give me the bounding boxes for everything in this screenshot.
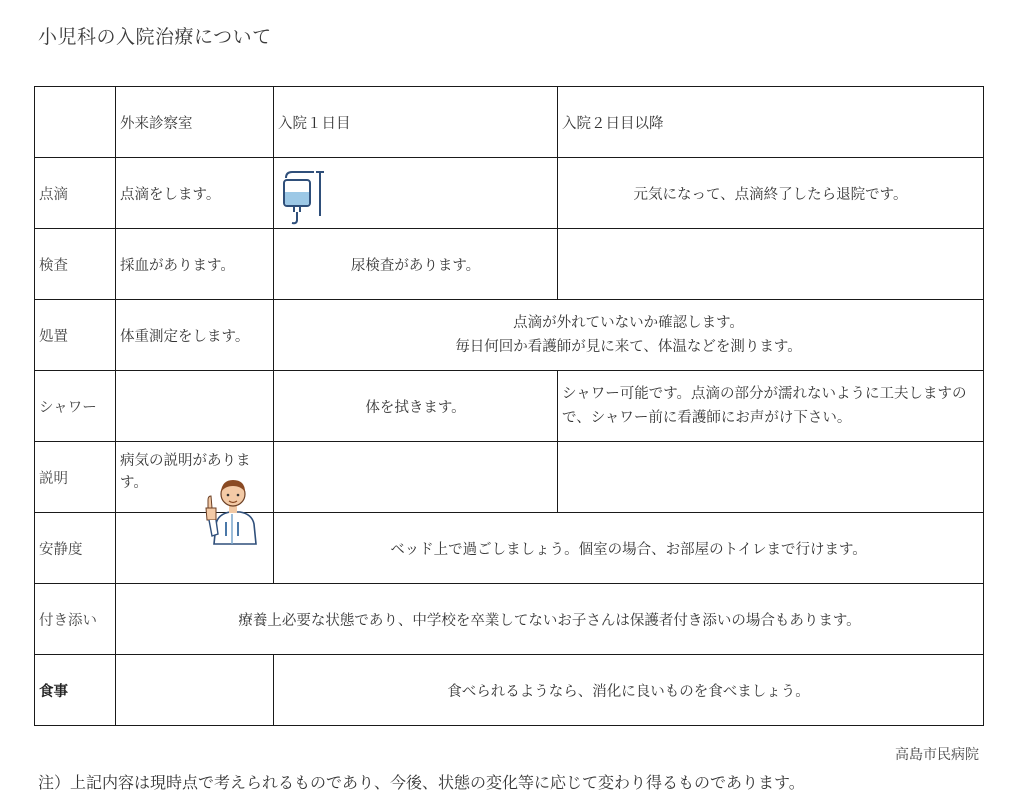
iv-drip-bag-icon — [280, 168, 330, 226]
table-row-shower — [35, 371, 984, 442]
header-day1: 入院１日目 — [274, 87, 558, 158]
header-outpatient: 外来診察室 — [116, 87, 274, 158]
row-label-meal: 食事 — [35, 655, 116, 726]
rest-inpatient: ベッド上で過ごしましょう。個室の場合、お部屋のトイレまで行けます。 — [274, 513, 984, 584]
hospital-name: 高島市民病院 — [895, 747, 979, 763]
table-row-rest — [35, 513, 984, 584]
care-outpatient: 体重測定をします。 — [116, 300, 274, 371]
table-row-explain — [35, 442, 984, 513]
drip-day2: 元気になって、点滴終了したら退院です。 — [558, 158, 984, 229]
header-day2-onward: 入院２日目以降 — [558, 87, 984, 158]
care-line-1: 点滴が外れていないか確認します。 — [513, 315, 744, 331]
shower-day2: シャワー可能です。点滴の部分が濡れないように工夫しますので、シャワー前に看護師にお声がけ下さい。 — [558, 371, 984, 442]
row-label-drip: 点滴 — [35, 158, 116, 229]
shower-outpatient — [116, 371, 274, 442]
explain-outpatient — [116, 442, 274, 513]
care-inpatient — [274, 300, 984, 371]
row-label-rest: 安静度 — [35, 513, 116, 584]
test-day1: 尿検査があります。 — [274, 229, 558, 300]
test-outpatient: 採血があります。 — [116, 229, 274, 300]
table-row-meal — [35, 655, 984, 726]
row-label-shower: シャワー — [35, 371, 116, 442]
shower-day1: 体を拭きます。 — [274, 371, 558, 442]
meal-outpatient — [116, 655, 274, 726]
explain-day2 — [558, 442, 984, 513]
table-row-header — [35, 87, 984, 158]
table-row-escort — [35, 584, 984, 655]
header-empty-cell — [35, 87, 116, 158]
footnote: 注）上記内容は現時点で考えられるものであり、今後、状態の変化等に応じて変わり得るものであります。 — [38, 773, 805, 792]
escort-text: 療養上必要な状態であり、中学校を卒業してないお子さんは保護者付き添いの場合もあります。 — [116, 584, 984, 655]
treatment-schedule-table — [34, 86, 984, 726]
meal-inpatient: 食べられるようなら、消化に良いものを食べましょう。 — [274, 655, 984, 726]
test-day2 — [558, 229, 984, 300]
row-label-explain: 説明 — [35, 442, 116, 513]
row-label-test: 検査 — [35, 229, 116, 300]
page-title: 小児科の入院治療について — [38, 26, 272, 48]
explain-text: 病気の説明があります。 — [120, 453, 251, 491]
row-label-care: 処置 — [35, 300, 116, 371]
care-line-2: 毎日何回か看護師が見に来て、体温などを測ります。 — [455, 339, 802, 355]
nurse-thumbs-up-illustration — [204, 474, 260, 544]
drip-outpatient: 点滴をします。 — [116, 158, 274, 229]
explain-day1 — [274, 442, 558, 513]
table-row-care — [35, 300, 984, 371]
row-label-escort: 付き添い — [35, 584, 116, 655]
table-row-test — [35, 229, 984, 300]
table-row-drip — [35, 158, 984, 229]
drip-day1 — [274, 158, 558, 229]
